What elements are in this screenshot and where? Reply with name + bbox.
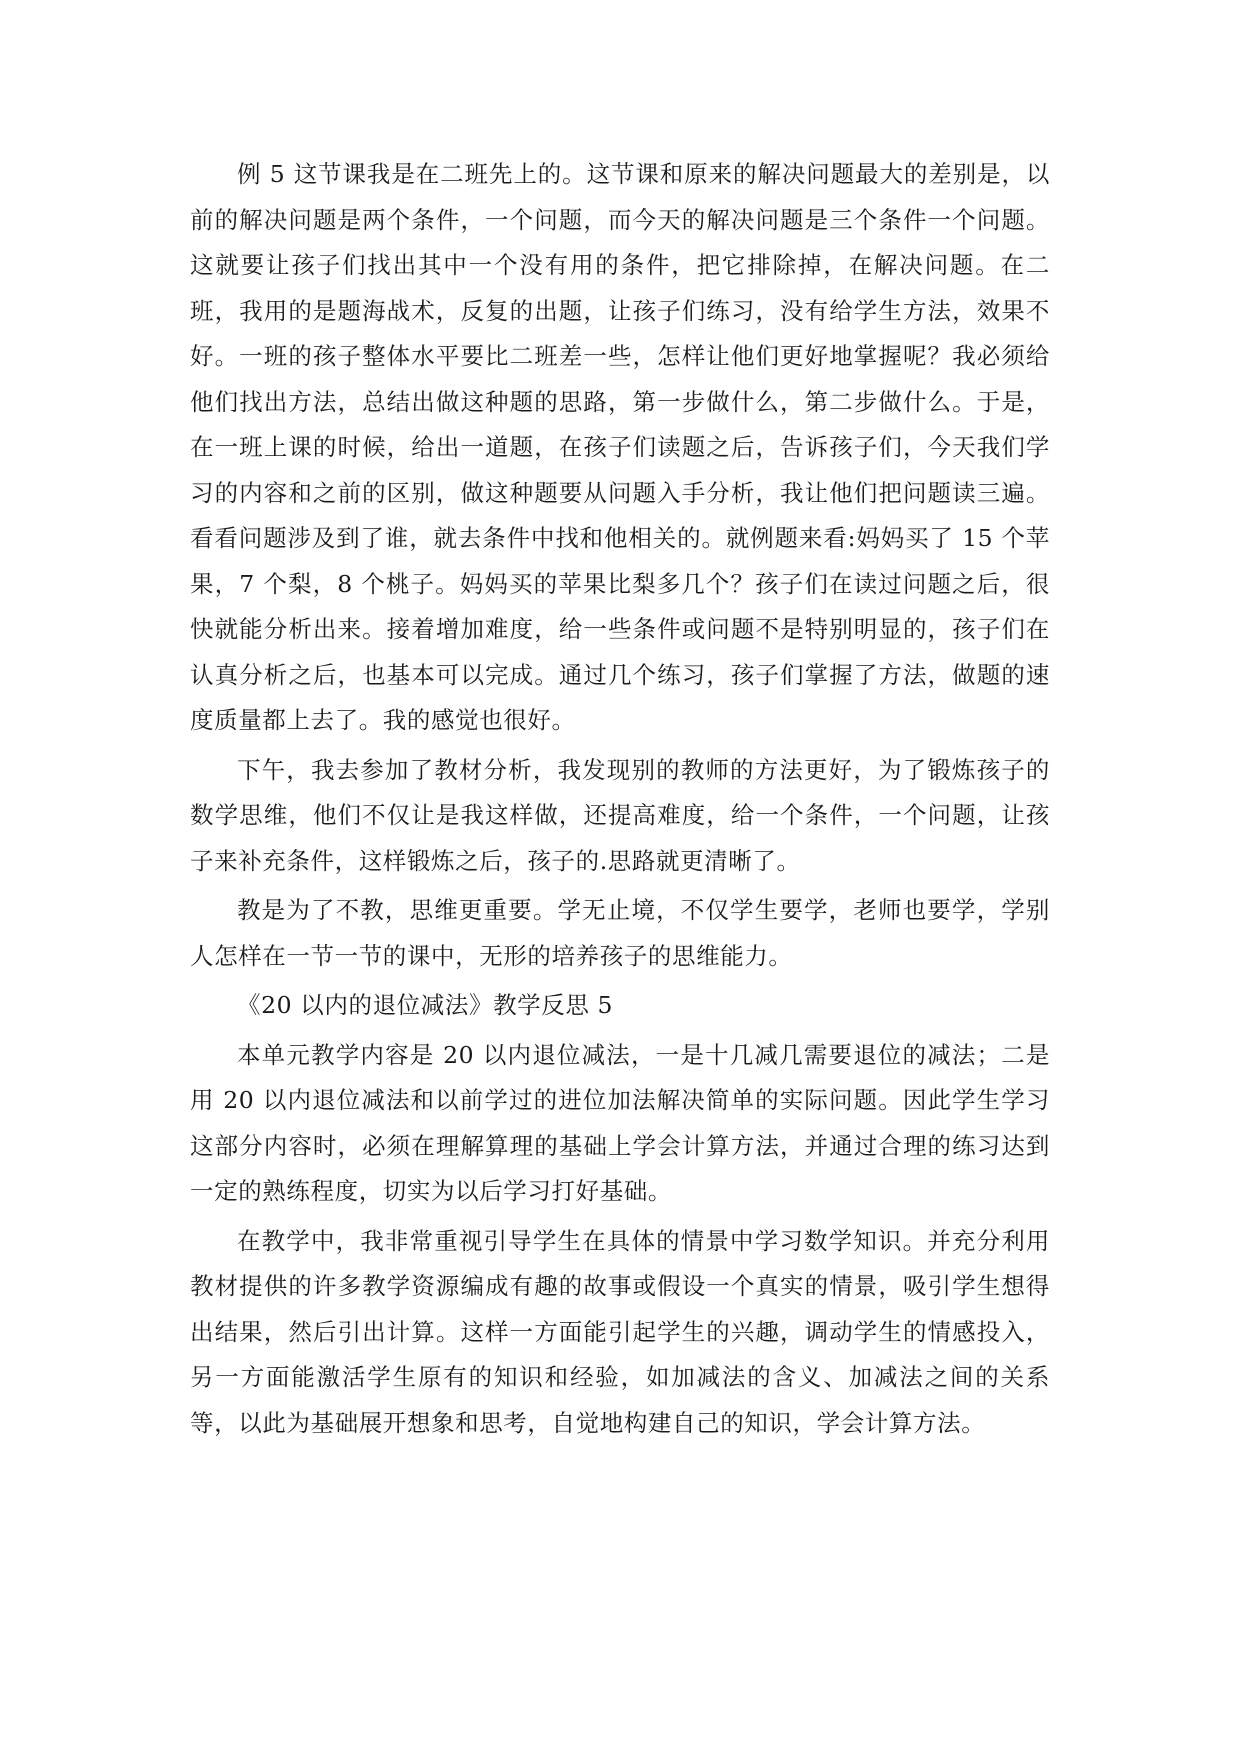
- paragraph-afternoon: 下午，我去参加了教材分析，我发现别的教师的方法更好，为了锻炼孩子的数学思维，他们不仅让是我这样做，还提高难度，给一个条件，一个问题，让孩子来补充条件，这样锻炼之后，孩子的.思路就更清晰了。: [190, 755, 1050, 875]
- paragraph-unit-content: 本单元教学内容是 20 以内退位减法，一是十几减几需要退位的减法；二是用 20 以内退位减法和以前学过的进位加法解决简单的实际问题。因此学生学习这部分内容时，必须在理解算理的基础上学会计算方法，并通过合理的练习达到一定的熟练程度，切实为以后学习打好基础。: [190, 1040, 1050, 1205]
- document-body: [190, 152, 1050, 1450]
- paragraph-teaching-thinking: 教是为了不教，思维更重要。学无止境，不仅学生要学，老师也要学，学别人怎样在一节一节的课中，无形的培养孩子的思维能力。: [190, 896, 1050, 970]
- paragraph-teaching-method: 在教学中，我非常重视引导学生在具体的情景中学习数学知识。并充分利用教材提供的许多教学资源编成有趣的故事或假设一个真实的情景，吸引学生想得出结果，然后引出计算。这样一方面能引起学生的兴趣，调动学生的情感投入，另一方面能激活学生原有的知识和经验，如加减法的含义、加减法之间的关系等，以此为基础展开想象和思考，自觉地构建自己的知识，学会计算方法。: [190, 1226, 1050, 1437]
- section-title: 《20 以内的退位减法》教学反思 5: [237, 991, 614, 1019]
- paragraph-example-5: 例 5 这节课我是在二班先上的。这节课和原来的解决问题最大的差别是，以前的解决问题是两个条件，一个问题，而今天的解决问题是三个条件一个问题。这就要让孩子们找出其中一个没有用的条件，把它排除掉，在解决问题。在二班，我用的是题海战术，反复的出题，让孩子们练习，没有给学生方法，效果不好。一班的孩子整体水平要比二班差一些，怎样让他们更好地掌握呢？我必须给他们找出方法，总结出做这种题的思路，第一步做什么，第二步做什么。于是，在一班上课的时候，给出一道题，在孩子们读题之后，告诉孩子们，今天我们学习的内容和之前的区别，做这种题要从问题入手分析，我让他们把问题读三遍。看看问题涉及到了谁，就去条件中找和他相关的。就例题来看:妈妈买了 15 个苹果，7 个梨，8 个桃子。妈妈买的苹果比梨多几个？孩子们在读过问题之后，很快就能分析出来。接着增加难度，给一些条件或问题不是特别明显的，孩子们在认真分析之后，也基本可以完成。通过几个练习，孩子们掌握了方法，做题的速度质量都上去了。我的感觉也很好。: [190, 160, 1050, 734]
